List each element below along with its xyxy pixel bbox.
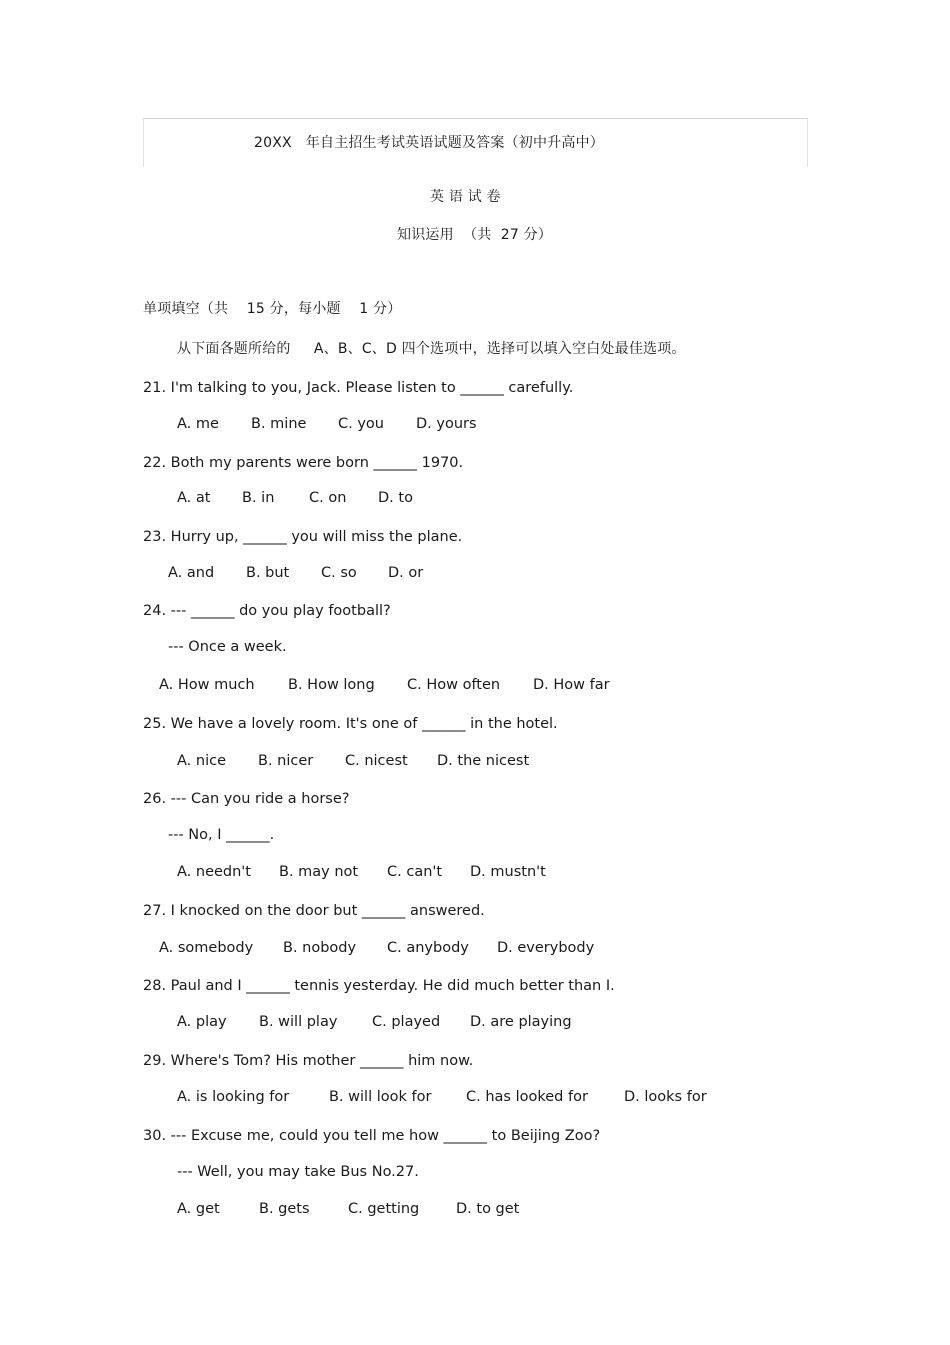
- part-instruction: 从下面各题所给的 A、B、C、D 四个选项中，选择可以填入空白处最佳选项。: [177, 341, 686, 357]
- option-22-a: A. at: [177, 490, 211, 506]
- option-29-c: C. has looked for: [466, 1089, 588, 1105]
- part-heading: 单项填空（共 15 分，每小题 1 分）: [143, 301, 402, 317]
- option-25-d: D. the nicest: [437, 753, 530, 769]
- option-30-d: D. to get: [456, 1201, 520, 1217]
- option-23-a: A. and: [168, 565, 215, 581]
- option-24-c: C. How often: [407, 677, 501, 693]
- question-30-reply: --- Well, you may take Bus No.27.: [177, 1164, 419, 1180]
- option-28-b: B. will play: [259, 1014, 338, 1030]
- option-28-a: A. play: [177, 1014, 227, 1030]
- option-24-b: B. How long: [288, 677, 375, 693]
- option-26-d: D. mustn't: [470, 864, 546, 880]
- question-21: 21. I'm talking to you, Jack. Please listen to ______ carefully.: [143, 380, 574, 396]
- section-title: 知识运用 （共 27 分）: [397, 227, 553, 243]
- option-24-a: A. How much: [159, 677, 255, 693]
- option-27-b: B. nobody: [283, 940, 357, 956]
- option-27-d: D. everybody: [497, 940, 595, 956]
- option-23-c: C. so: [321, 565, 357, 581]
- option-29-d: D. looks for: [624, 1089, 707, 1105]
- question-27: 27. I knocked on the door but ______ answered.: [143, 903, 485, 919]
- option-29-b: B. will look for: [329, 1089, 432, 1105]
- option-23-d: D. or: [388, 565, 424, 581]
- option-26-b: B. may not: [279, 864, 359, 880]
- question-30: 30. --- Excuse me, could you tell me how ______ to Beijing Zoo?: [143, 1128, 601, 1144]
- option-25-c: C. nicest: [345, 753, 408, 769]
- option-25-a: A. nice: [177, 753, 226, 769]
- option-22-c: C. on: [309, 490, 347, 506]
- option-28-d: D. are playing: [470, 1014, 572, 1030]
- option-22-d: D. to: [378, 490, 413, 506]
- option-27-c: C. anybody: [387, 940, 469, 956]
- question-26-reply: --- No, I ______.: [168, 827, 275, 843]
- option-22-b: B. in: [242, 490, 275, 506]
- option-23-b: B. but: [246, 565, 290, 581]
- option-21-c: C. you: [338, 416, 384, 432]
- option-21-b: B. mine: [251, 416, 307, 432]
- option-28-c: C. played: [372, 1014, 441, 1030]
- option-25-b: B. nicer: [258, 753, 314, 769]
- option-24-d: D. How far: [533, 677, 610, 693]
- option-30-a: A. get: [177, 1201, 220, 1217]
- option-26-c: C. can't: [387, 864, 443, 880]
- question-24: 24. --- ______ do you play football?: [143, 603, 391, 619]
- option-26-a: A. needn't: [177, 864, 251, 880]
- question-25: 25. We have a lovely room. It's one of ______ in the hotel.: [143, 716, 558, 732]
- option-27-a: A. somebody: [159, 940, 254, 956]
- option-21-a: A. me: [177, 416, 219, 432]
- question-24-reply: --- Once a week.: [168, 639, 287, 655]
- question-23: 23. Hurry up, ______ you will miss the plane.: [143, 529, 463, 545]
- paper-title: 英 语 试 卷: [430, 189, 501, 205]
- question-28: 28. Paul and I ______ tennis yesterday. He did much better than I.: [143, 978, 615, 994]
- document-title: 20XX 年自主招生考试英语试题及答案（初中升高中）: [254, 135, 604, 151]
- question-29: 29. Where's Tom? His mother ______ him now.: [143, 1053, 474, 1069]
- option-30-b: B. gets: [259, 1201, 310, 1217]
- option-30-c: C. getting: [348, 1201, 420, 1217]
- option-29-a: A. is looking for: [177, 1089, 290, 1105]
- question-26: 26. --- Can you ride a horse?: [143, 791, 350, 807]
- question-22: 22. Both my parents were born ______ 1970.: [143, 455, 464, 471]
- option-21-d: D. yours: [416, 416, 477, 432]
